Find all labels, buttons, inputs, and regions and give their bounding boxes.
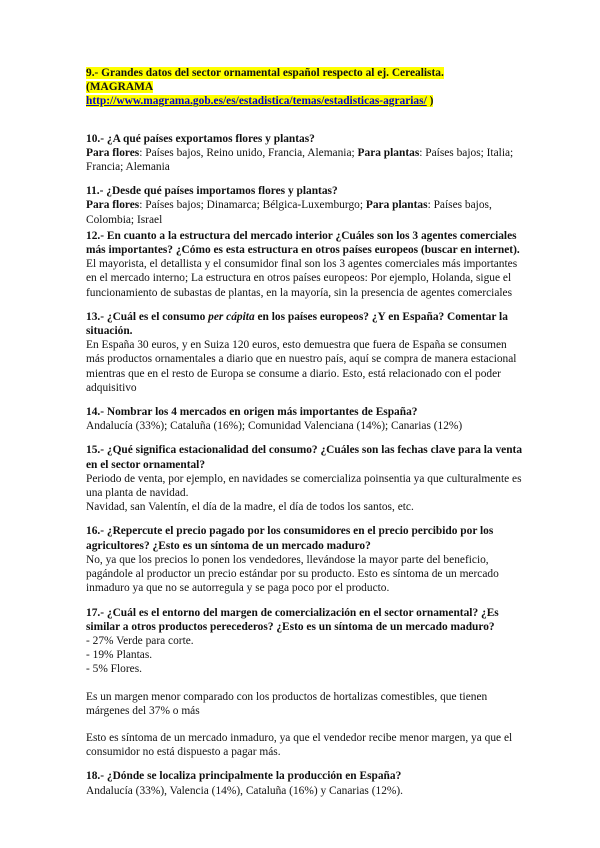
question-12: 12.- En cuanto a la estructura del mercado interior ¿Cuáles son los 3 agentes comerciales más importantes? ¿Cómo es esta estructura en otros países europeos (buscar en internet). — [86, 229, 520, 257]
answer-10 — [86, 146, 526, 174]
section-10 — [86, 132, 526, 175]
question-15: 15.- ¿Qué significa estacionalidad del consumo? ¿Cuáles son las fechas clave para la venta en el sector ornamental? — [86, 444, 523, 471]
answer-11-text-flowers: : Países bajos; Dinamarca; Bélgica-Luxemburgo; — [139, 199, 366, 212]
answer-15-part-1: Periodo de venta, por ejemplo, en navidades se comercializa poinsentia ya que culturalmente es una planta de navidad. — [86, 472, 522, 500]
section-9 — [86, 66, 526, 109]
section-15 — [86, 443, 526, 514]
spacer — [86, 119, 526, 132]
answer-11-text-plants: : Países bajos, Colombia; Israel — [86, 199, 492, 226]
question-13 — [86, 310, 526, 338]
section-13 — [86, 310, 526, 395]
question-10: 10.- ¿A qué países exportamos flores y plantas? — [86, 132, 315, 145]
answer-17-paragraph-2: Esto es síntoma de un mercado inmaduro, ya que el vendedor recibe menor margen, ya que el consumidor no está dispuesto a pagar más. — [86, 731, 513, 759]
spacer — [86, 677, 526, 690]
section-9-title: 9.- Grandes datos del sector ornamental español respecto al ej. Cerealista. — [86, 67, 444, 79]
list-item: - 19% Plantas. — [86, 649, 153, 662]
section-14 — [86, 405, 526, 433]
answer-13: En España 30 euros, y en Suiza 120 euros, esto demuestra que fuera de España se consumen más productos ornamentales a diario que en nuestro país, aquí se compra de manera estacional mientras que en el resto de Europa se consume a diario. Esto, está relacionado con el poder adquisitivo — [86, 339, 517, 394]
section-17 — [86, 606, 526, 760]
answer-14: Andalucía (33%); Cataluña (16%); Comunidad Valenciana (14%); Canarias (12%) — [86, 420, 463, 433]
question-13-part-a: 13.- ¿Cuál es el consumo — [86, 310, 209, 323]
source-prefix: (MAGRAMA — [86, 81, 154, 94]
document-body — [86, 66, 526, 808]
spacer — [86, 718, 526, 731]
answer-18: Andalucía (33%), Valencia (14%), Cataluña (16%) y Canarias (12%). — [86, 784, 404, 797]
section-9-link-line — [86, 95, 433, 107]
question-14: 14.- Nombrar los 4 mercados en origen más importantes de España? — [86, 406, 418, 419]
answer-11-label-flowers: Para flores — [86, 199, 140, 212]
question-11: 11.- ¿Desde qué países importamos flores y plantas? — [86, 185, 338, 198]
list-item: - 27% Verde para corte. — [86, 634, 194, 647]
answer-10-label-flowers: Para flores — [86, 146, 140, 159]
answer-16: No, ya que los precios lo ponen los vendedores, llevándose la mayor parte del beneficio, pagándole al productor un precio estándar por su producto. Esto es síntoma de un mercado inmaduro ya que no se autorregula y se paga poco por el producto. — [86, 553, 499, 595]
section-9-source — [86, 81, 153, 93]
answer-10-text-flowers: : Países bajos, Reino unido, Francia, Alemania; — [139, 146, 358, 159]
magrama-link[interactable]: http://www.magrama.gob.es/es/estadistica/temas/estadisticas-agrarias/ — [86, 95, 427, 108]
answer-10-label-plants: Para plantas — [357, 146, 420, 159]
answer-10-text-plants: : Países bajos; Italia; Francia; Alemania — [86, 146, 514, 174]
answer-12: El mayorista, el detallista y el consumidor final son los 3 agentes comerciales más importantes en el mercado interno; La estructura en otros países europeos: Por ejemplo, Holanda, sigue el funcionamiento de subastas de plantas, en la mayoría, sin la presencia de agentes comerciales — [86, 258, 518, 299]
answer-11 — [86, 198, 526, 226]
section-11 — [86, 184, 526, 227]
list-item: - 5% Flores. — [86, 663, 142, 676]
question-17: 17.- ¿Cuál es el entorno del margen de comercialización en el sector ornamental? ¿Es similar a otros productos perecederos? ¿Esto es un síntoma de un mercado maduro? — [86, 606, 499, 633]
section-16 — [86, 524, 526, 595]
question-13-part-b: en los países europeos? ¿Y en España? Comentar la situación. — [86, 310, 508, 338]
answer-17-paragraph-1: Es un margen menor comparado con los productos de hortalizas comestibles, que tienen márgenes del 37% o más — [86, 690, 488, 717]
section-18 — [86, 769, 526, 797]
question-16: 16.- ¿Repercute el precio pagado por los consumidores en el precio percibido por los agricultores? ¿Esto es un síntoma de un mercado maduro? — [86, 525, 494, 552]
answer-11-label-plants: Para plantas — [365, 199, 428, 212]
source-suffix: ) — [426, 95, 434, 108]
question-18: 18.- ¿Dónde se localiza principalmente la producción en España? — [86, 770, 402, 783]
question-13-italic: per cápita — [208, 310, 255, 323]
section-12 — [86, 229, 526, 300]
answer-15-part-2: Navidad, san Valentín, el día de la madre, el día de todos los santos, etc. — [86, 501, 414, 514]
